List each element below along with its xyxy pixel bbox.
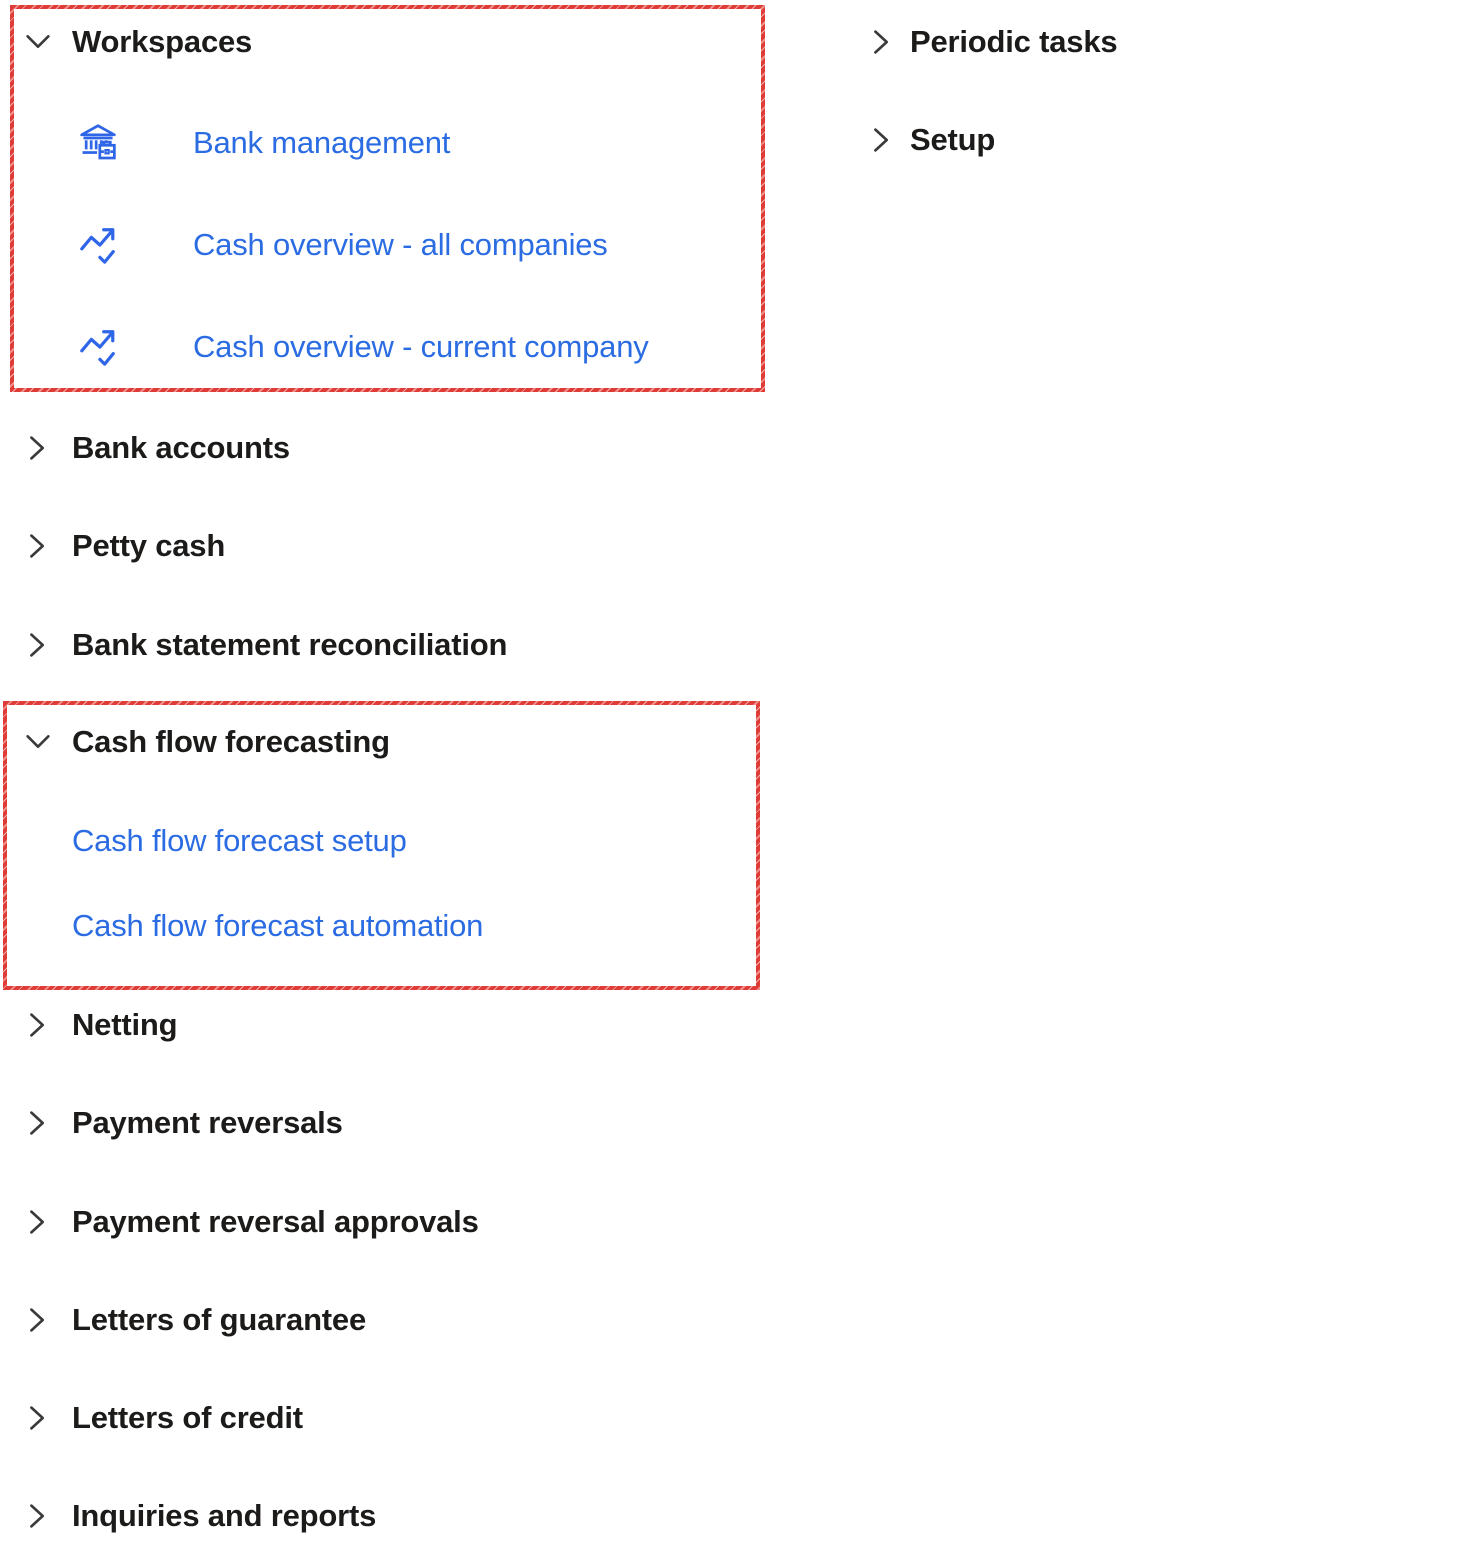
- link-label: Cash overview - all companies: [193, 227, 608, 262]
- chevron-right-icon[interactable]: [22, 1105, 54, 1141]
- section-label: Inquiries and reports: [72, 1498, 377, 1533]
- nav-section-setup[interactable]: [866, 112, 995, 168]
- nav-section-bank-statement-reconciliation[interactable]: [22, 617, 507, 673]
- nav-link-cash-flow-forecast-setup[interactable]: [72, 813, 407, 869]
- trend-arrow-check-icon: [78, 323, 118, 371]
- section-label: Payment reversals: [72, 1105, 343, 1140]
- chevron-right-icon[interactable]: [22, 1302, 54, 1338]
- nav-section-netting[interactable]: [22, 997, 177, 1053]
- chevron-down-icon[interactable]: [22, 24, 54, 60]
- chevron-right-icon[interactable]: [22, 1007, 54, 1043]
- chevron-right-icon[interactable]: [22, 1204, 54, 1240]
- nav-link-cash-flow-forecast-automation[interactable]: [72, 898, 483, 954]
- chevron-right-icon[interactable]: [22, 1498, 54, 1534]
- section-label: Workspaces: [72, 24, 253, 59]
- link-label: Cash overview - current company: [193, 329, 649, 364]
- chevron-right-icon[interactable]: [22, 1400, 54, 1436]
- section-label: Cash flow forecasting: [72, 724, 390, 759]
- section-label: Petty cash: [72, 528, 226, 563]
- nav-link-cash-overview-current-company[interactable]: [78, 319, 649, 375]
- section-label: Periodic tasks: [910, 24, 1118, 59]
- nav-section-inquiries-and-reports[interactable]: [22, 1488, 376, 1544]
- bank-briefcase-icon: [78, 119, 118, 167]
- chevron-right-icon[interactable]: [866, 24, 898, 60]
- chevron-down-icon[interactable]: [22, 724, 54, 760]
- nav-section-periodic-tasks[interactable]: [866, 14, 1117, 70]
- section-label: Setup: [910, 122, 996, 157]
- chevron-right-icon[interactable]: [22, 627, 54, 663]
- nav-section-petty-cash[interactable]: [22, 518, 225, 574]
- section-label: Letters of guarantee: [72, 1302, 367, 1337]
- section-label: Payment reversal approvals: [72, 1204, 479, 1239]
- nav-section-cash-flow-forecasting[interactable]: [22, 714, 390, 770]
- nav-section-letters-of-guarantee[interactable]: [22, 1292, 366, 1348]
- trend-arrow-check-icon: [78, 221, 118, 269]
- nav-section-letters-of-credit[interactable]: [22, 1390, 303, 1446]
- nav-link-cash-overview-all-companies[interactable]: [78, 217, 608, 273]
- nav-link-bank-management[interactable]: [78, 115, 450, 171]
- nav-section-payment-reversal-approvals[interactable]: [22, 1194, 479, 1250]
- nav-section-bank-accounts[interactable]: [22, 420, 290, 476]
- section-label: Bank statement reconciliation: [72, 627, 508, 662]
- chevron-right-icon[interactable]: [22, 528, 54, 564]
- link-label: Bank management: [193, 125, 451, 160]
- link-label: Cash flow forecast setup: [72, 823, 407, 858]
- section-label: Netting: [72, 1007, 178, 1042]
- link-label: Cash flow forecast automation: [72, 908, 484, 943]
- nav-section-workspaces[interactable]: [22, 14, 252, 70]
- section-label: Bank accounts: [72, 430, 290, 465]
- chevron-right-icon[interactable]: [866, 122, 898, 158]
- nav-section-payment-reversals[interactable]: [22, 1095, 343, 1151]
- chevron-right-icon[interactable]: [22, 430, 54, 466]
- section-label: Letters of credit: [72, 1400, 303, 1435]
